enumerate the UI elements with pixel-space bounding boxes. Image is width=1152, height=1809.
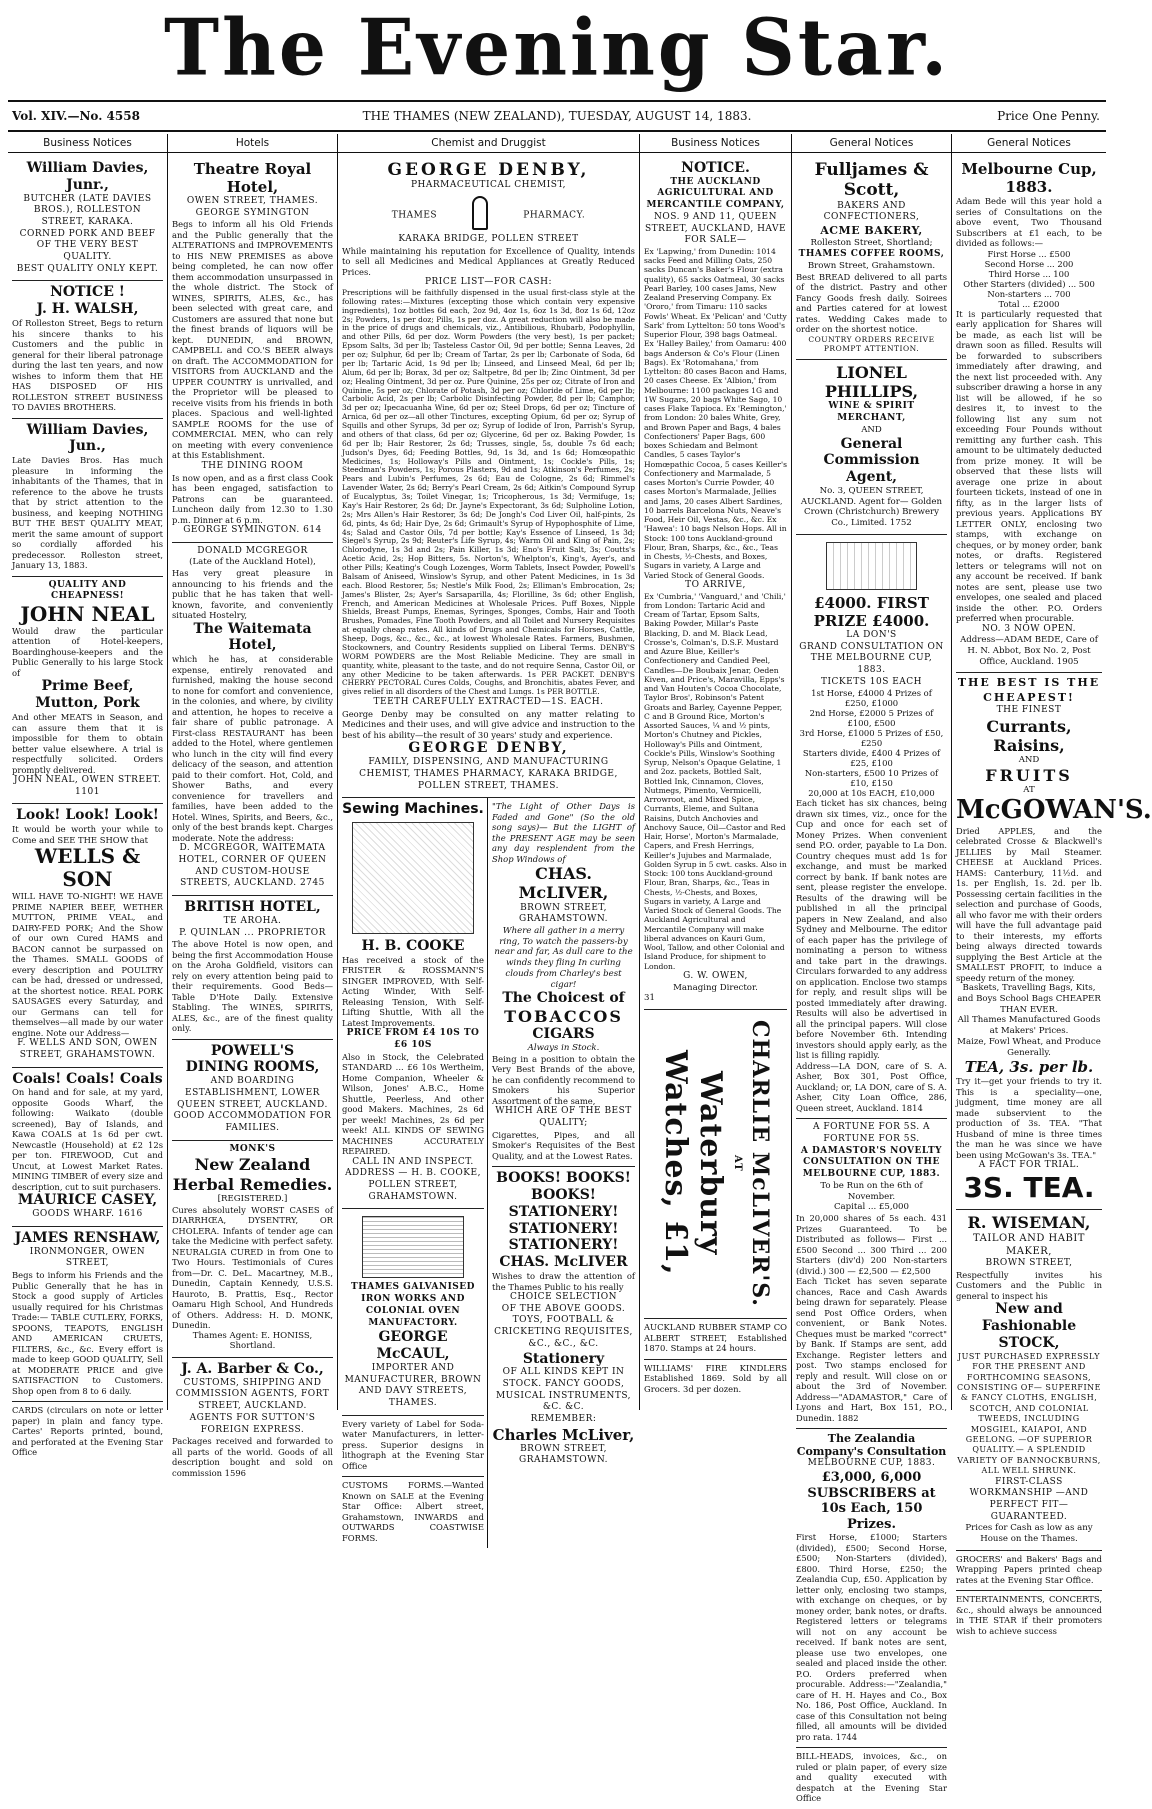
ad-subtitle: NOS. 9 AND 11, QUEEN STREET, AUCKLAND, HAVE FOR SALE— [644, 211, 787, 246]
ad-agents: AGENTS FOR SUTTON'S FOREIGN EXPRESS. [189, 1412, 316, 1435]
ad-title: WELLS & SON [34, 844, 141, 892]
stationery-title: Stationery [522, 1350, 605, 1367]
ad-call: CALL IN AND INSPECT. [352, 1156, 474, 1167]
and-label: AND [1018, 755, 1040, 766]
ad-address: BROWN STREET, [985, 1258, 1073, 1269]
ad-subtitle: [REGISTERED.] [217, 1193, 288, 1204]
ad-subtitle: TE AROHA. [223, 915, 282, 926]
ad-address: KARAKA BRIDGE, POLLEN STREET [398, 234, 579, 245]
ad-title: New Zealand Herbal Remedies. [172, 1155, 333, 1194]
ad-kicker: MONK'S [229, 1143, 276, 1154]
column-general-notices-1 [792, 134, 952, 1804]
workmanship-line: FIRST-CLASS WORKMANSHIP —AND PERFECT FIT— GUARANTEED. [969, 1476, 1089, 1522]
choicest-heading: The Choicest of [502, 990, 625, 1007]
ad-body: The above Hotel is now open, and being the first Accommodation House on the Aroha Goldfield, visitors can rely on every attention being paid to their requirements. Good Beds—Table D'Hote Daily. Extensive Stabling. The WINES, SPIRITS, ALES, &c., are of the finest quality only. [172, 939, 333, 1034]
ad-body: First Horse, £1000; Starters (divided), £500; Second Horse, £500; Non-Starters (divided), £800. Third Horse, £250; the Zealandia Cup, £50. Application by letter only, enclosing two stamps, with exchange on cheques, or by money order, bank notes, or drafts. Registered letters or telegrams will not on any account be received. If bank notes are sent, please use two envelopes, one sealed and placed inside the other. P.O. Orders preferred when procurable. Address:—"Zealandia," care of H. H. Hayes and Co., Box No. 186, Post Office, Auckland. In case of this Consultation not being filled, all amounts will be divided pro rata. 1744 [796, 1532, 947, 1742]
ad-name: GEORGE McCAUL, [376, 1329, 450, 1363]
ad-footer: BEST QUALITY ONLY KEPT. [16, 263, 159, 274]
ad-body: Packages received and forwarded to all parts of the world. Goods of all description bought and sold on commission 1596 [172, 1436, 333, 1478]
stationery-heading: STATIONERY! STATIONERY! STATIONERY! [508, 1203, 619, 1254]
section-heading: General Notices [792, 134, 951, 153]
ad-subtitle: GRAND CONSULTATION ON THE MELBOURNE CUP, 1883. [799, 641, 944, 675]
ad-body: BILL-HEADS, invoices, &c., on ruled or plain paper, of every size and quality executed with despatch at the Evening Star Office [796, 1751, 947, 1804]
table-cell: Third Horse ... 100 [988, 268, 1070, 279]
ad-intro: It would be worth your while to Come and SEE THE SHOW that [12, 824, 163, 845]
split-area [342, 798, 635, 1548]
ad-signature: Charles McLiver, [492, 1425, 635, 1444]
and-label: AND [861, 424, 882, 435]
table-row [956, 289, 1102, 299]
choice-line: CHOICE SELECTION [510, 1292, 617, 1303]
ad-title: Coals! Coals! Coals [12, 1070, 163, 1087]
dateline-bar [8, 100, 1106, 132]
ad-signature: GEORGE DENBY, [408, 740, 569, 757]
ad-body: AUCKLAND RUBBER STAMP CO ALBERT STREET, Established 1870. Stamps at 24 hours. [644, 1322, 787, 1354]
ad-powells [172, 1040, 333, 1141]
ad-title: THE AUCKLAND AGRICULTURAL AND MERCANTILE COMPANY, [646, 176, 785, 211]
price-list-heading: PRICE LIST—FOR CASH: [424, 277, 553, 288]
ad-body: Cures absolutely WORST CASES of DIARRHŒA, DYSENTRY, OR CHOLERA. Infants of tender age can take the Medicine with perfect safety. NEURALGIA CURED in from One to Two Hours. Testimonials of Cures from—Dr. C. DeL. Macartney, M.B., Dunedin, Captain Kennedy, U.S.S. Hauroto, B. Prattis, Esq., Rector Oamaru High School, And Hundreds of Others. Address: H. D. MONK, Dunedin. [172, 1204, 333, 1331]
finest-label: THE FINEST [996, 704, 1062, 715]
ad-body: It is particularly requested that early application for Shares will be made, as each list will be drawn soon as filled. Results will be forwarded to subscribers immediately after drawing, and the next list proceeded with. Any subscriber drawing a horse in any list will be allowed, if he so desires it, to invest to the following list any sum not exceeding Four Pounds without remitting any further cash. This amount to be ultimately deducted from prize money. It will be observed that these lists will average one prize in about fourteen tickets, instead of one in fifty, as in the larger lists of previous years. Applications BY LETTER ONLY, enclosing two stamps, with exchange on cheques, or by money order, bank notes, or drafts. Registered letters or telegrams will not on any account be received. If bank notes are sent, please use two envelopes, one sealed and placed inside the other. P.O. Orders preferred when procurable. [956, 308, 1102, 623]
teeth-body: George Denby may be consulted on any matter relating to Medicines and their uses, and will give advice and instruction to the best of his ability—the result of 30 years' study and experience. [342, 708, 635, 740]
ad-title: £4000. FIRST PRIZE £4000. [813, 593, 930, 630]
ad-coals [12, 1068, 163, 1227]
stationery-body: OF ALL KINDS KEPT IN STOCK. FANCY GOODS, MUSICAL INSTRUMENTS, &C. &C. [495, 1367, 632, 1413]
ad-run: To be Run on the 6th of November. [820, 1180, 923, 1202]
teeth-heading: TEETH CAREFULLY EXTRACTED—1S. EACH. [373, 697, 604, 708]
ad-number: 31 [644, 993, 655, 1004]
column-general-notices-2 [952, 134, 1152, 1636]
table-cell: Starters divide, £400 4 Prizes of £25, £100 [802, 748, 941, 769]
ad-theatre-royal [172, 157, 333, 543]
section-heading: Hotels [168, 134, 337, 153]
ad-address: No. 3, QUEEN STREET, AUCKLAND. Agent for— Golden Crown (Christchurch) Brewery Co., Limited. 1752 [800, 485, 943, 529]
ad-verse: Where all gather in a merry ring, To watch the passers-by near and far, As dull care to the winds they fling In curling clouds from Charley's best cigar! [494, 926, 633, 990]
ad-subtitle: (Late of the Auckland Hotel), [189, 557, 316, 568]
always-in-stock: Always in Stock. [527, 1043, 600, 1054]
ad-address: BROWN STREET, GRAHAMSTOWN. [519, 1443, 608, 1466]
ad-title: Melbourne Cup, 1883. [961, 160, 1097, 196]
ad-davies-butcher [12, 157, 163, 281]
cigars-heading: CIGARS [532, 1026, 595, 1043]
remember-label: REMEMBER: [530, 1414, 597, 1425]
ad-body: On hand and for sale, at my yard, opposite Goods Wharf, the following: Waikato (double screened), Bay of Islands, and Kawa COALS at 1s 6d per cwt. Newcastle (Household) at £2 12s per ton. FIREWOOD, Cut and Uncut, at Lowest Market Rates. MINING TIMBER of every size and description, cut to suit purchasers. [12, 1087, 163, 1192]
ad-signature-title: Managing Director. [673, 982, 758, 993]
ad-cards [12, 1402, 163, 1463]
key-row [342, 196, 635, 230]
ad-name: MAURICE CASEY, [17, 1192, 158, 1209]
ad-intro: Respectfully invites his Customers and the Public in general to inspect his [956, 1269, 1102, 1301]
ad-address: Address—ADAM BEDE, Care of H. N. Abbot, Box No. 2, Post Office, Auckland. 1905 [960, 635, 1098, 667]
table-cell: 1st Horse, £4000 4 Prizes of £250, £1000 [811, 688, 932, 709]
arrive-body: Ex 'Cumbria,' 'Vanguard,' and 'Chili,' from London: Tartaric Acid and Cream of Tartar, Epsom Salts, Baking Powder, Millar's Paste Blacking, D. and M. Black Lead, Crosse's, Colman's, D.S.F. Mustard and Azure Blue, Keiller's Confectionery and Candied Peel, Candles—De Boubaix Jenar, Oeden Kiven, and Price's, Maravilla, Epps's and Van Houten's Cocoa Chocolate, Taylor Bros', Robinson's Patent Groats and Barley, Cayenne Pepper, C and B Ground Rice, Morton's Assorted Sauces, ¼ and ½ pints, Morton's Chutney and Pickles, Holloway's Pills and Ointment, Cockle's Pills, Winslow's Soothing Syrup, Nelson's Opaque Gelatine, 1 and 2oz. packets, Bottled Salt, Bottled Ink, Cinnamon, Cloves, Nutmegs, Pimento, Vermicelli, Arrowroot, and Mixed Spice, Currants, Eleme, and Sultana Raisins, Dutch Anchovies and Anchovy Sauce, Oil—Castor and Red Hair, Horse', Morton's Marmalade, Capers, and Fresh Herrings, Keiller's Jujubes and Marmalade, Golden Syrup in 5 cwt. casks. Also in Stock: 100 tons Auckland-ground Flour, Bran, Sharps, &c., Teas in Chests, ½-Chests, and Boxes, Sugars in variety, A Large and Varied Stock of General Goods. The Auckland Agricultural and Mercantile Company will make liberal advances on Kauri Gum, Wool, Tallow, and other Colonial and Island Produce, for shipment to London. [644, 591, 787, 971]
ad-goods: Prime Beef, Mutton, Pork [35, 678, 140, 712]
ad-intro: Has very great pleasure in announcing to his friends and the public that he has taken that well-known, favorite, and conveniently situated Hostelry, [172, 568, 333, 621]
table-row [796, 708, 947, 728]
ad-body: CUSTOMS FORMS.—Wanted Known on SALE at the Evening Star Office: Albert street, Grahamstown, INWARDS and OUTWARDS COASTWISE FORMS. [342, 1480, 485, 1543]
ad-title: William Davies, Jun., [26, 421, 149, 455]
ad-body: Dried APPLES, and the celebrated Crosse & Blackwell's JELLIES by Mail Steamer. CHEESE at Auckland Prices. HAMS: Canterbury, 11½d. and 1s. per English, 1s. 2d. per lb. Possessing certain facilities in the selection and purchase of Goods, all who favor me with their orders will have the full advantage paid to their interests, my efforts being always directed towards supplying the Best Article at the SMALLEST PROFIT, to induce a speedy return of the money. [956, 825, 1102, 983]
ad-body: Prescriptions will be faithfully dispensed in the usual first-class style at the following rates:—Mixtures (excepting those which contain very expensive ingredients), 1oz bottles 6d each, 2oz 9d, 4oz 1s, 6oz 1s 3d, 8oz 1s 6d, 12oz 2s; Powders, 1s per doz; Pills, 1s per doz. A great reduction will also be made in the price of drugs and chemicals, viz., Antibilious, Rhubarb, Podophyllin, and other Pills, 6d per doz. Worm Powders (the very best), 1s per packet; Epsom Salts, 3d per lb; Tasteless Castor Oil, 9d per bottle; Senna Leaves, 2d per oz; Sulphur, 6d per lb; Cream of Tartar, 2s per lb; Carbonate of Soda, 6d per lb; Tartaric Acid, 1s 9d per lb; Linseed, and Linseed Meal, 6d per lb; Alum, 6d per lb; Borax, 3d per oz; Saltpetre, 8d per lb; Zinc Ointment, 3d per oz; Healing Ointment, 3d per oz. Pure Quinine, 25s per oz; Citrate of Iron and Quinine, 5s per oz; Chlorate of Potash, 3d per oz; Chloride of Lime, 6d per lb; Carbolic Acid, 2s per lb; Carbolic Disinfecting Powder, 8d per lb; Camphor, 3d per oz; Ipecacuanha Wine, 6d per oz; Steel Drops, 6d per oz; Tincture of Arnica, 6d per oz—all other Tinctures, excepting Opium, 6d per oz; Syrup of Squills and other Syrups, 3d per oz; Syrup of Iodide of Iron, Parrish's Syrup, and others of that class, 6d per oz; Glycerine, 6d per oz. Baking Powder, 1s 6d per lb; Hair Restorer, 2s 6d; Trusses, single, 5s, double 7s 6d each; Judson's Dyes, 6d; Feeding Bottles, 9d, 1s 3d, and 1s 6d; Homœopathic Medicines, 1s; Holloway's Pills and Ointment, 1s; Cockle's Pills, 1s; Steedman's Powders, 1s; Porous Plasters, 9d and 1s; Atkinson's Perfumes, 2s; Pears and Lubin's Perfumes, 2s 6d; Eau de Cologne, 2s 6d; Rimmel's Lavender Water, 2s 6d; Berry's Pearl Cream, 2s 6d; Aitkin's Compound Syrup of Eucalyptus, 3s; Toilet Vinegar, 1s; Tricopherous, 1s 3d; Vermifuge, 1s; Kay's Hair Restorer, 2s 6d; Dr. Jayne's Expectorant, 3s 6d; Sulpholine Lotion, 2s; Mrs Allen's Hair Restorer, 3s 6d; De Jongh's Cod Liver Oil, half-pints, 2s 6d, pints, 4s 6d; Hair Dye, 2s 6d; Grimault's Syrup of Hypophosphite of Lime, 4s; Salad and Castor Oils, 7d per bottle; Kay's Essence of Linseed, 1s 3d; Siegel's Syrup, 2s 9d; Reuter's Life Syrup, 4s; Warm Oil and King of Pain, 2s; Chlorodyne, 1s 3d and 2s; Pain Killer, 1s 3d; Eno's Fruit Salt, 3s; Coutts's Acetic Acid, 2s; Hop Bitters, 5s. Norton's, Whelpton's, King's, Ayer's, and other Pills; Keating's Cough Lozenges, Worm Tablets, Insect Powder, Powell's Balsam of Aniseed, Winslow's Syrup, and other Patent Medicines, in 1s 3d each. Blood Restorer, 5s; Nestle's Milk Food, 2s; Elliman's Embrocation, 2s; James's Blister, 2s; Ayer's Sarsaparilla, 4s; Florilline, 3s 6d; other English, French, and American Medicines at Wholesale Prices. Puff Boxes, Nipple Shields, Breast Pumps, Enemas, Syringes, Sponges, Combs, Hair and Tooth Brushes, Pomades, Fine Tooth Powders, and all Toilet and Nursery Requisites at equally cheap rates. All kinds of Drugs and Chemicals for Horses, Cattle, Sheep, Dogs, &c., &c., &c., at lowest Wholesale Rates. Farmers, Bushmen, Stockowners, and Country Residents supplied on Liberal Terms. DENBY'S WORM POWDERS are the Most Reliable Medicine. They are small in quantity, white, pleasant to the taste, and do not require Senna, Castor Oil, or any other Medicine to be taken afterwards. 1s PER PACKET. DENBY'S CHERRY PECTORAL Cures Colds, Coughs, and Bronchitis, abates Fever, and gives relief in all disorders of the Chest and Lungs. 1s PER BOTTLE. [342, 287, 635, 697]
table-cell: First Horse ... £500 [987, 248, 1071, 259]
key-icon [472, 196, 488, 230]
ad-price: PRICE FROM £4 10S TO £6 10S [346, 1028, 480, 1051]
table-row [796, 788, 947, 798]
ad-davies-junior [12, 419, 163, 577]
fact-line: A FACT FOR TRIAL. [978, 1160, 1080, 1171]
section-heading: Business Notices [8, 134, 167, 153]
tickets-line: TICKETS 10S EACH [820, 676, 923, 687]
ad-title: LIONEL PHILLIPS, [824, 363, 919, 402]
coffee-rooms: THAMES COFFEE ROOMS, [798, 249, 945, 260]
ad-wells-son [12, 804, 163, 1067]
ad-capital: Capital ... £5,000 [833, 1202, 909, 1213]
ad-subtitle: BAKERS AND CONFECTIONERS, [823, 200, 920, 223]
volume-number: Vol. XIV.—No. 4558 [12, 109, 140, 123]
table-cell: Non-starters, £500 10 Prizes of £10, £150 [804, 768, 939, 789]
ad-title: The Zealandia Company's Consultation [796, 1432, 947, 1459]
ad-name: CHARLIE McLIVER'S. [747, 1019, 773, 1307]
tobaccos-heading: TOBACCOS [504, 1007, 623, 1027]
ad-body: Begs to inform all his Old Friends and the Public generally that the ALTERATIONS and IMPROVEMENTS to HIS NEW PREMISES as above being completed, he can now offer them accommodation unsurpassed in the whole district. The Stock of WINES, SPIRITS, ALES, &c., has been selected with great care, and Customers are assured that none but the finest brands of liquors will be kept. DUNEDIN, and BROWN, CAMPBELL and CO.'S BEER always on draft. The ACCOMMODATION for VISITORS from AUCKLAND and the UPPER COUNTRY is unrivalled, and the Proprietor will be pleased to receive visits from his friends in both places. Spacious and well-lighted SAMPLE ROOMS for the use of COMMERCIAL MEN, who can rely on meeting with every convenience at this Establishment. [172, 219, 333, 461]
tea-title: TEA, 3s. per lb. [964, 1058, 1094, 1077]
ad-fulljames-scott [796, 157, 947, 360]
ad-body-2: Also in Stock, the Celebrated STANDARD ... £6 10s Wertheim, Home Companion, Wheeler & Wilson, Jones' A.B.C., Home Shuttle, Peerless, And other good Makers. Machines, 2s 6d per week! Machines, 2s 6d per week! ALL KINDS OF SEWING MACHINES ACCURATELY REPAIRED. [342, 1051, 485, 1157]
ad-kicker: A FORTUNE FOR 5S. A FORTUNE FOR 5S. [812, 1122, 931, 1145]
ad-subtitle: CUSTOMS, SHIPPING AND COMMISSION AGENTS, FORT STREET, AUCKLAND. [175, 1377, 330, 1412]
ad-subtitle: OWEN STREET, THAMES. [186, 196, 319, 206]
table-row [956, 259, 1102, 269]
ad-mcliver-tobacco [492, 798, 635, 1167]
right-subcolumn [488, 798, 635, 1548]
ad-waterbury-watches [644, 1010, 787, 1319]
ad-ironworks [342, 1209, 484, 1415]
toys-line: TOYS, FOOTBALL & CRICKETING REQUISITES, &C., &C., &C. [494, 1315, 633, 1349]
ad-signature: G. W. OWEN, [683, 970, 748, 981]
ad-signature: GEORGE SYMINGTON. 614 [183, 525, 322, 536]
cash-line: Prices for Cash as low as any House on the Thames. [965, 1523, 1093, 1545]
ad-sewing-machines [342, 798, 484, 1209]
ad-title: NOTICE ! [50, 284, 125, 301]
ad-la-don-consultation [796, 535, 947, 1119]
masthead [0, 0, 1114, 96]
ad-waitemata-hotel [172, 543, 333, 896]
ad-subtitle: PHARMACEUTICAL CHEMIST, [411, 180, 566, 191]
ad-footer: COUNTRY ORDERS RECEIVE PROMPT ATTENTION. [808, 334, 935, 354]
ad-books-stationery [492, 1167, 635, 1472]
section-heading: General Notices [952, 134, 1106, 153]
table-row [956, 299, 1102, 309]
table-cell: 2nd Horse, £2000 5 Prizes of £100, £500 [809, 708, 934, 729]
ad-signature: D. MCGREGOR, WAITEMATA HOTEL, CORNER OF QUEEN AND CUSTOM-HOUSE STREETS, AUCKLAND. 2745 [178, 843, 327, 889]
tea-big: 3S. TEA. [963, 1170, 1095, 1204]
ad-body: which he has, at considerable expense, entirely renovated and furnished, making the house second to none for comfort and convenience, in the colonies, and where, by civility and attention, he hopes to receive a fair share of public patronage. A First-class RESTAURANT has been added to the Hotel, where gentlemen who lunch in the city will find every delicacy of the season, and attention paid to their comfort. Hot, Cold, and Shower Baths, and every convenience for travellers and families, have been added to the Hotel. Wines, Spirits, and Beers, &c., only of the best brands kept. Charges moderate. Note the address: [172, 654, 333, 843]
ad-fire-kindlers [644, 1360, 787, 1400]
ad-body: Late Davies Bros. Has much pleasure in informing the inhabitants of the Thames, that in reference to the above he trusts that by strict attention to the business, and keeping NOTHING BUT THE BEST QUALITY MEAT, merit the same amount of support so cordially afforded his predecessor. Rolleston street, January 13, 1883. [12, 455, 163, 571]
sewing-machine-illustration [352, 822, 474, 934]
ad-body: Of Rolleston Street, Begs to return his sincere thanks to his Customers and the public in general for their liberal patronage during the last ten years, and now wishes to inform them that HE HAS DISPOSED OF HIS ROLLESTON STREET BUSINESS TO DAVIES BROTHERS. [12, 318, 163, 412]
ad-customs [342, 1477, 484, 1548]
ad-signature: F. WELLS AND SON, OWEN STREET, GRAHAMSTOWN. [17, 1038, 158, 1060]
ad-kicker: Look! Look! Look! [16, 807, 159, 824]
ad-title: R. WISEMAN, [967, 1213, 1091, 1233]
table-cell: 3rd Horse, £1000 5 Prizes of £50, £250 [799, 728, 944, 749]
ad-kicker: QUALITY AND CHEAPNESS! [48, 579, 127, 602]
ad-title: JOHN NEAL [20, 601, 155, 626]
ad-signature: Address—LA DON, care of S. A. Asher, Box 301, Post Office, Auckland; or, LA DON, care of S. A. Asher, City Loan Office, 286, Queen street, Auckland. 1814 [796, 1060, 947, 1113]
ad-entertainments [956, 1591, 1102, 1641]
ad-body: WILL HAVE TO-NIGHT! WE HAVE PRIME NAPIER BEEF, WETHER MUTTON, PRIME VEAL, and DAIRY-FED PORK; And the Show of our own Cured HAMS and BACON cannot be surpassed on the Thames. SMALL GOODS of every description and POULTRY can be had, dressed or undressed, at the shortest notice. REAL PORK SAUSAGES every Saturday, and our Germans can tell for themselves—all made by our water engine. Note our Address— [12, 891, 163, 1038]
racehorses-illustration [826, 542, 917, 590]
ad-body: Has received a stock of the FRISTER & ROSSMANN'S SINGER IMPROVED, With Self-Acting Winder, With Self-Releasing Tension, With Self-Lifting Shuttle, With all the Latest Improvements. [342, 954, 485, 1028]
ad-subtitle: IRONMONGER, OWEN STREET, [29, 1246, 146, 1269]
table-cell: Second Horse ... 200 [984, 258, 1074, 269]
ad-subtitle: TAILOR AND HABIT MAKER, [973, 1233, 1085, 1258]
ad-title: McGOWAN'S. [956, 794, 1152, 825]
table-row [956, 269, 1102, 279]
ad-title: Theatre Royal Hotel, [193, 160, 312, 196]
column-hotels [168, 134, 338, 1478]
ad-signature-2: FAMILY, DISPENSING, AND MANUFACTURING CHEMIST, THAMES PHARMACY, KARAKA BRIDGE, POLLEN STREET, THAMES. [359, 757, 618, 791]
ad-subtitle: MELBOURNE CUP, 1883. [807, 1458, 936, 1469]
ad-body-2: Is now open, and as a first class Cook has been engaged, satisfaction to Patrons can be guaranteed. Luncheon daily from 12.30 to 1.30 p.m. Dinner at 6 p.m. [172, 472, 333, 525]
ad-title: POWELL'S [210, 1042, 295, 1059]
ad-title: Waterbury Watches, £1, [658, 1050, 728, 1276]
ad-grocers-bags [956, 1551, 1102, 1592]
ad-body: ENTERTAINMENTS, CONCERTS, &c., should always be announced in THE STAR if their promoters wish to achieve success [956, 1594, 1102, 1636]
column-business-notices-1 [8, 134, 168, 1458]
ad-body: GROCERS' and Bakers' Bags and Wrapping Papers printed cheap rates at the Evening Star Office. [956, 1553, 1102, 1585]
books-heading: BOOKS! BOOKS! BOOKS! [496, 1170, 631, 1204]
ad-body: JUST PURCHASED EXPRESSLY FOR THE PRESENT AND FORTHCOMING SEASONS, CONSISTING OF— SUPERFINE & FANCY CLOTHS, ENGLISH, SCOTCH, AND COLONIAL TWEEDS, INCLUDING MOSGIEL, KAIAPOI, AND GEELONG. —OF SUPERIOR QUALITY.— A SPLENDID VARIETY OF BANNOCKBURNS, ALL WELL SHRUNK. [957, 1351, 1101, 1476]
ad-maize: Maize, Fowl Wheat, and Produce Generally. [957, 1036, 1101, 1058]
ad-name: CHAS. McLIVER [499, 1254, 628, 1271]
ad-kicker: THE BEST IS THE CHEAPEST! [957, 676, 1101, 704]
ad-body: Would draw the particular attention of Hotel-keepers, Boardinghouse-keepers and the Public Generally to his large Stock of [12, 625, 163, 678]
tea-body: Try it—get your friends to try it. This is a speciality—one, judgment, time money are all made subservient to the production of 3s. TEA. "That Husband of mine is three times the man he was since we have been using McGowan's 3s. TEA." [956, 1076, 1102, 1160]
ad-intro: While maintaining his reputation for Excellence of Quality, intends to sell all Medicines and Medical Appliances at Greatly Reduced Prices. [342, 245, 635, 277]
ad-subheading: THE DINING ROOM [201, 460, 304, 471]
coffee-address: Brown Street, Grahamstown. [807, 260, 936, 271]
column-chemist [338, 134, 640, 1543]
ad-signature: JOHN NEAL, OWEN STREET. 1101 [13, 775, 162, 797]
ad-billheads [796, 1748, 947, 1809]
ad-body: In 20,000 shares of 5s each. 431 Prizes Guaranteed. To be Distributed as follows— First ... £500 Second ... 300 Third ... 200 Starters (div'd) 200 Non-starters (divid.) 300 — £2,500 — £2,500 [796, 1213, 947, 1276]
ad-name: H. B. COOKE [361, 938, 465, 955]
ad-open: NO. 3 NOW OPEN. [981, 623, 1077, 634]
ad-subtitle: WINE & SPIRIT MERCHANT, [828, 401, 915, 424]
ad-intro: Adam Bede will this year hold a series of Consultations on the above event, Two Thousand Subscribers at £1 each, to be divided as follows:— [956, 196, 1102, 248]
ad-name: DONALD MCGREGOR [197, 545, 308, 556]
table-cell: 20,000 at 10s EACH, £10,000 [808, 788, 935, 799]
ad-body: Each ticket has six chances, being drawn six times, viz., once for the Cup and once for each set of Money Prizes. When convenient send P.O. order, payable to La Don. Country cheques must add 1s for exchange, and must be marked correct by bank. If bank notes are sent, please register the envelope. Results of the drawing will be published in all the principal papers in New Zealand, and also Sydney and Melbourne. The editor of each paper has the privilege of nominating a person to witness and take part in the drawings. Circulars forwarded to any address on application. Enclose two stamps for reply, and result slips will be posted immediately after drawing. Results will also be advertised in all the principal papers. Will close before November 6th. Intending investors should apply early, as the list is filling rapidly. [796, 798, 947, 1061]
ad-renshaw [12, 1227, 163, 1402]
new-stock: New and Fashionable STOCK, [981, 1301, 1077, 1352]
ad-title: J. A. Barber & Co., [181, 1360, 324, 1377]
ad-body: Being in a position to obtain the Very Best Brands of the above, he can confidently recommend to Smokers his Superior Assortment of the same, [492, 1053, 635, 1106]
prize-table [796, 688, 947, 798]
newspaper-title: The Evening Star. [164, 2, 950, 94]
ad-title: CHAS. McLIVER, [518, 864, 609, 903]
ad-walsh-notice [12, 281, 163, 418]
ad-subtitle: BUTCHER (LATE DAVIES BROS.), ROLLESTON STREET, KARAKA. [23, 193, 152, 227]
table-row [956, 279, 1102, 289]
table-row [796, 688, 947, 708]
table-row [956, 249, 1102, 259]
left-subcolumn [342, 798, 488, 1548]
ad-rubber-stamps [644, 1319, 787, 1360]
acme-bakery: ACME BAKERY, [820, 224, 923, 238]
table-cell: Other Starters (divided) ... 500 [963, 278, 1095, 289]
oven-illustration [362, 1216, 464, 1278]
ad-title: The Waitemata Hotel, [193, 620, 312, 654]
ad-adamastor [796, 1119, 947, 1429]
ad-zealandia [796, 1429, 947, 1748]
at-label: AT [732, 1154, 743, 1172]
ad-signature: ADDRESS — H. B. COOKE, POLLEN STREET, GRAHAMSTOWN. [345, 1168, 481, 1202]
ad-body: CARDS (circulars on note or letter paper) in plain and fancy type. Cartes' Reports printed, bound, and perforated at the Evening Star Office [12, 1405, 163, 1458]
commission-agent: General Commission Agent, [823, 435, 920, 486]
ad-body: CORNED PORK AND BEEF OF THE VERY BEST QUALITY. [19, 228, 156, 263]
ad-title: THAMES GALVANISED IRON WORKS AND COLONIAL OVEN MANUFACTORY. [351, 1282, 475, 1328]
ad-body: Begs to inform his Friends and the Public Generally that he has in Stock a good supply of Articles usually required for his Christmas Trade:— TABLE CUTLERY, FORKS, SPOONS, TEAPOTS, ENGLISH AND AMERICAN CRUETS, FILTERS, &c., &c. Every effort is made to keep GOOD QUALITY, Sell at MODERATE PRICE and give SATISFACTION to Customers. Shop open from 8 to 6 daily. [12, 1270, 163, 1396]
acme-address: Rolleston Street, Shortland; [810, 238, 933, 249]
thames-label: THAMES [391, 210, 438, 221]
ad-baskets: Baskets, Travelling Bags, Kits, and Boys School Bags CHEAPER THAN EVER. [957, 983, 1101, 1015]
ad-kicker: NOTICE. [681, 160, 750, 176]
ad-title: GEORGE DENBY, [387, 160, 590, 180]
ad-footer: Cigarettes, Pipes, and all Smoker's Requisites of the Best Quality, and at the Lowest Rates. [492, 1129, 635, 1161]
ad-subtitle: BROWN STREET, GRAHAMSTOWN. [519, 902, 608, 925]
ad-john-neal [12, 577, 163, 805]
column-business-notices-2 [640, 134, 792, 1410]
ad-monks-remedies [172, 1141, 333, 1358]
date-place: THE THAMES (NEW ZEALAND), TUESDAY, AUGUST 14, 1883. [362, 109, 752, 123]
ad-prize: £3,000, 6,000 SUBSCRIBERS at 10s Each, 150 Prizes. [807, 1470, 936, 1532]
ad-labels [342, 1416, 484, 1478]
ad-auckland-agricultural [644, 157, 787, 1010]
currants-line: Currants, Raisins, [986, 716, 1072, 755]
ad-barber [172, 1358, 333, 1483]
ad-intro: "The Light of Other Days is Faded and Gone" (So the old song says)— But the LIGHT of the PRESENT AGE may be seen any day resplendent from the Shop Windows of [492, 801, 635, 864]
ad-thames-goods: All Thames Manufactured Goods at Makers' Prices. [957, 1015, 1101, 1037]
goods-line: OF THE ABOVE GOODS. [501, 1303, 626, 1314]
ad-name: J. H. WALSH, [36, 301, 139, 318]
ad-melbourne-cup [956, 157, 1102, 673]
ad-agent: Thames Agent: E. HONISS, Shortland. [192, 1330, 313, 1352]
ad-mcgowans [956, 673, 1152, 1210]
ad-body: Wishes to draw the attention of the Thames Public to his really [492, 1271, 635, 1292]
table-row [796, 728, 947, 748]
ad-body: Ex 'Lapwing,' from Dunedin: 1014 sacks Feed and Milling Oats, 250 sacks Duncan's Baker's Flour (extra quality), 65 sacks Oatmeal, 30 sacks Pearl Barley, 100 cases Jams, New Zealand Preserving Company. Ex 'Ororo,' from Timaru: 110 sacks Fowls' Wheat. Ex 'Pelican' and 'Cutty Sark' from Lyttelton: 50 tons Wood's Superior Flour, 398 bags Oatmeal. Ex 'Halley Bailey,' from Oamaru: 400 bags Anderson & Co's Flour (Linen Bags). Ex 'Rotomahana,' from Lyttelton: 80 cases Bacon and Hams, 20 cases Cheese. Ex 'Albion,' from Melbourne: 1100 packages 1G and 1W Sugars, 20 bags White Sago, 10 cases Flake Tapioca. Ex 'Remington,' from London: 20 bales White, Grey, and Brown Paper and Bags, 4 bales Confectioners' Paper Bags, 600 boxes Schiedam and Belmont Candles, 5 cases Taylor's Homœpathic Cocoa, 5 cases Keiller's Confectionery and Marmalade, 5 cases Morton's Currie Powder, 40 cases Morton's Marmalade, Jellies and Jams, 20 cases Albert Sardines, 10 barrels Barcelona Nuts, Neave's Food, Heir Oil, Vestas, &c., &c. Ex 'Hawea': 10 bags Nelson Hops. All in Stock: 100 tons Auckland-ground Flour, Bran, Sharps, &c., &c., Teas in Chests, ½-Chests, and Boxes, Sugars in variety, A Large and Varied Stock of General Goods. [644, 246, 787, 580]
ad-subtitle: IMPORTER AND MANUFACTURER, BROWN AND DAVY STREETS, THAMES. [344, 1362, 482, 1408]
table-row [796, 768, 947, 788]
ad-title: Sewing Machines. [342, 801, 484, 818]
ad-body: WILLIAMS' FIRE KINDLERS Established 1869. Sold by all Grocers. 3d per dozen. [644, 1362, 787, 1394]
ad-footer: Each Ticket has seven separate chances, Race and Cash Awards being drawn for separately. Please send Post Office Orders, when convenient, or Bank Notes. Cheques must be marked "correct" by Bank. If Stamps are sent, add Exchange. Register letters and post. Two stamps enclosed for reply and result. Will close on or about the 3rd of November. Address—"ADAMASTOR," Care of Lyons and Hart, Box 151, P.O., Dunedin. 1882 [796, 1276, 947, 1423]
columns [8, 134, 1152, 1804]
price: Price One Penny. [997, 109, 1100, 123]
ad-title: A DAMASTOR'S NOVELTY CONSULTATION ON THE MELBOURNE CUP, 1883. [800, 1145, 943, 1180]
fruits-line: FRUITS [985, 765, 1073, 785]
ad-title: Fulljames & Scott, [814, 160, 929, 201]
section-heading: Business Notices [640, 134, 791, 153]
arrive-heading: TO ARRIVE, [685, 579, 746, 590]
ad-body: Best BREAD delivered to all parts of the district. Pastry and other Fancy Goods fresh daily. Soirees and Parties catered for at lowest rates. Wedding Cakes made to order on the shortest notice. [796, 271, 947, 335]
ad-lionel-phillips [796, 360, 947, 535]
ad-british-hotel [172, 896, 333, 1040]
ad-wiseman [956, 1210, 1102, 1551]
ad-body: Every variety of Label for Soda-water Manufacturers, in letter-press. Superior designs in lithograph at the Evening Star Office [342, 1418, 485, 1471]
ad-title: William Davies, Junr., [26, 160, 149, 193]
ad-body: AND BOARDING ESTABLISHMENT, LOWER QUEEN STREET, AUCKLAND. GOOD ACCOMMODATION FOR FAMILIES. [173, 1076, 332, 1134]
ad-footer: And other MEATS in Season, and can assure them that it is impossible for them to obtain better value elsewhere. A trial is respectfully solicited. Orders promptly delivered. [12, 712, 163, 775]
ad-title: JAMES RENSHAW, [14, 1229, 161, 1246]
ad-proprietor: P. QUINLAN ... PROPRIETOR [179, 927, 326, 938]
table-cell: Total ... £2000 [998, 298, 1060, 309]
quality-line: WHICH ARE OF THE BEST QUALITY; [495, 1106, 632, 1129]
ad-subtitle: GOODS WHARF. 1616 [32, 1209, 143, 1220]
ad-name: LA DON'S [846, 629, 897, 640]
prize-table [956, 249, 1102, 309]
ad-george-denby [342, 157, 635, 798]
table-row [796, 748, 947, 768]
table-cell: Non-starters ... 700 [987, 288, 1071, 299]
ad-proprietor: GEORGE SYMINGTON [195, 207, 310, 218]
at-label: AT [1023, 784, 1035, 795]
ad-title: BRITISH HOTEL, [184, 899, 321, 916]
pharmacy-label: PHARMACY. [523, 210, 586, 221]
ad-subtitle: DINING ROOMS, [185, 1059, 320, 1076]
section-heading: Chemist and Druggist [338, 134, 639, 153]
